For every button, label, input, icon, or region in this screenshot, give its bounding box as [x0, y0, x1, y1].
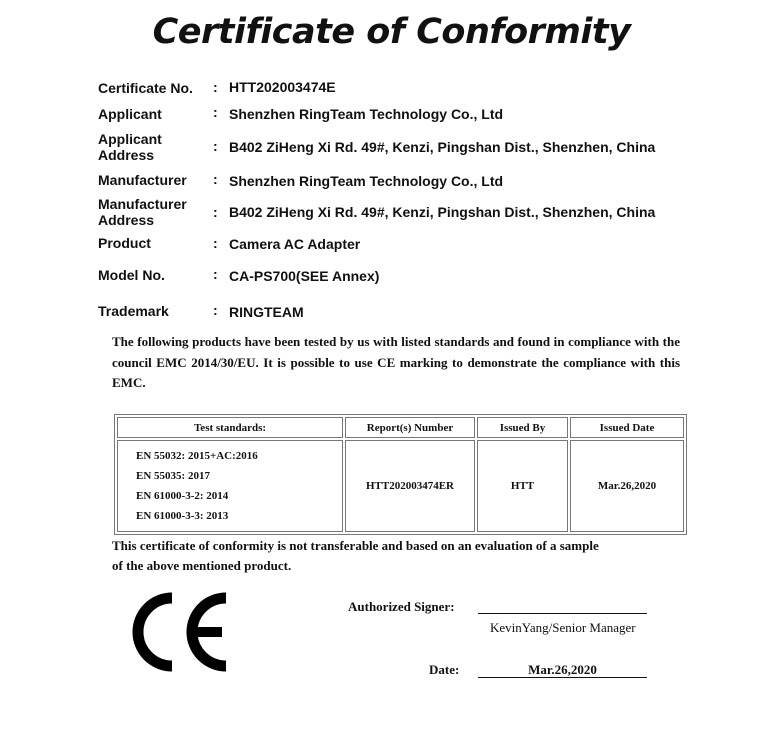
colon: :: [213, 79, 218, 95]
field-value: HTT202003474E: [229, 79, 336, 95]
field-label: Manufacturer: [98, 172, 187, 188]
report-number-cell: HTT202003474ER: [345, 440, 475, 532]
field-value: Shenzhen RingTeam Technology Co., Ltd: [229, 173, 504, 189]
standards-cell: [117, 440, 343, 532]
colon: :: [213, 138, 218, 154]
colon: :: [213, 235, 218, 251]
issued-date-cell: Mar.26,2020: [570, 440, 684, 532]
page-title: Certificate of Conformity: [152, 12, 631, 52]
standard-item: EN 61000-3-2: 2014: [136, 490, 229, 502]
table-header-row: [117, 417, 684, 438]
date-value: Mar.26,2020: [528, 662, 597, 677]
header-issued-date: Issued Date: [570, 417, 684, 438]
field-label: Trademark: [98, 303, 169, 319]
colon: :: [213, 204, 218, 220]
field-value: B402 ZiHeng Xi Rd. 49#, Kenzi, Pingshan Dist., Shenzhen, China: [229, 204, 656, 220]
header-report-number: Report(s) Number: [345, 417, 475, 438]
field-label: Certificate No.: [98, 80, 193, 96]
field-value: Camera AC Adapter: [229, 236, 361, 252]
disclaimer-line: This certificate of conformity is not transferable and based on an evaluation of a sample: [112, 538, 599, 553]
standard-item: EN 55032: 2015+AC:2016: [136, 450, 258, 462]
signer-name: KevinYang/Senior Manager: [490, 620, 636, 635]
header-issued-by: Issued By: [477, 417, 568, 438]
field-label: Manufacturer Address: [98, 196, 187, 228]
field-label: Applicant Address: [98, 131, 162, 163]
field-label: Applicant: [98, 106, 162, 122]
standard-item: EN 55035: 2017: [136, 470, 210, 482]
field-value: Shenzhen RingTeam Technology Co., Ltd: [229, 106, 504, 122]
header-test-standards: Test standards:: [117, 417, 343, 438]
field-value: B402 ZiHeng Xi Rd. 49#, Kenzi, Pingshan Dist., Shenzhen, China: [229, 139, 656, 155]
test-standards-table: [114, 414, 687, 535]
field-label: Model No.: [98, 267, 165, 283]
colon: :: [213, 171, 218, 187]
date-label: Date:: [429, 662, 460, 677]
field-label: Product: [98, 235, 151, 251]
colon: :: [213, 104, 218, 120]
compliance-statement: The following products have been tested by us with listed standards and found in compliance with the council EMC 2014/30/EU. It is possible to use CE marking to demonstrate the compliance with this EMC.: [112, 334, 680, 390]
field-value: RINGTEAM: [229, 304, 304, 320]
field-value: CA-PS700(SEE Annex): [229, 268, 380, 284]
disclaimer-line: of the above mentioned product.: [112, 558, 292, 573]
date-line: [478, 677, 647, 678]
standard-item: EN 61000-3-3: 2013: [136, 510, 229, 522]
ce-mark-icon: [128, 592, 232, 672]
issued-by-cell: HTT: [477, 440, 568, 532]
table-row: [117, 440, 684, 532]
authorized-signer-label: Authorized Signer:: [348, 599, 455, 614]
colon: :: [213, 266, 218, 282]
colon: :: [213, 302, 218, 318]
signature-line: [478, 613, 647, 614]
